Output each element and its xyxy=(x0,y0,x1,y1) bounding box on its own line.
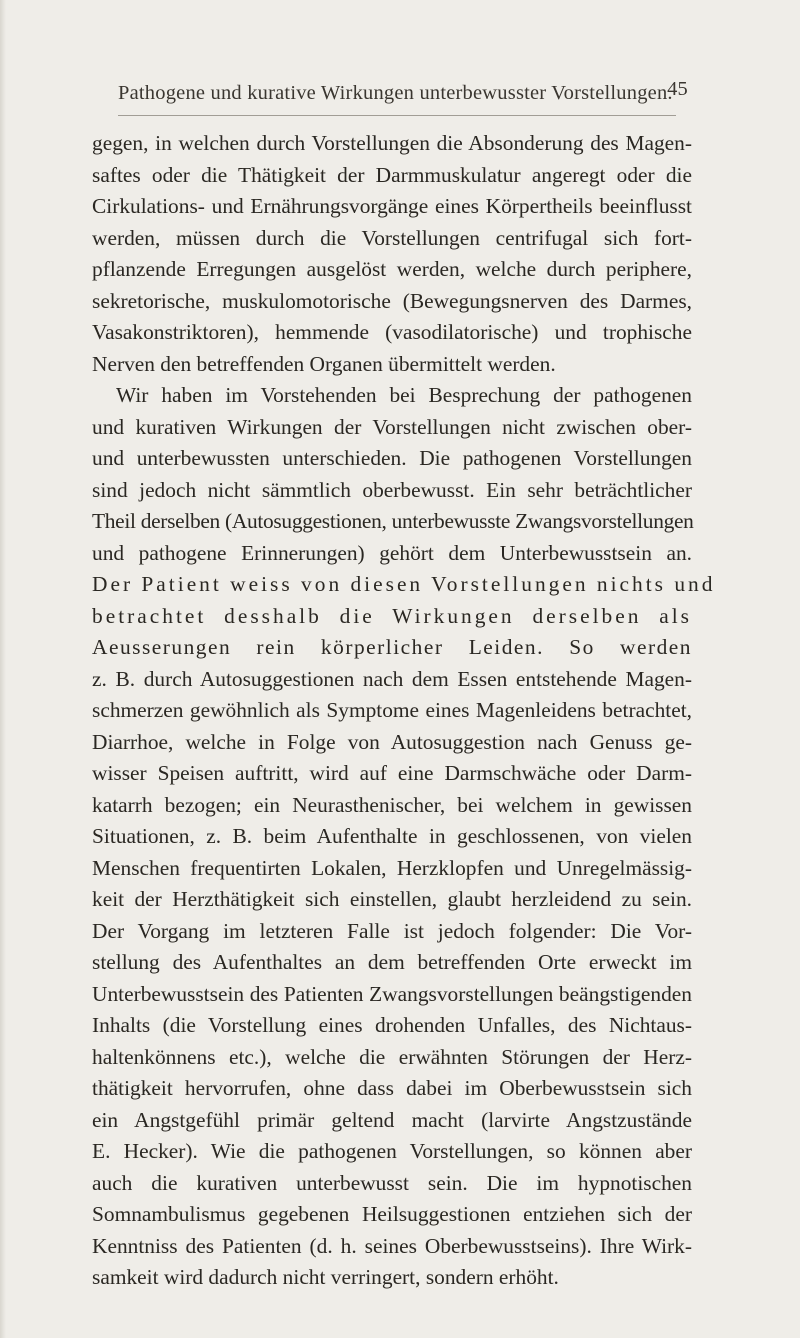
text-line: wisser Speisen auftritt, wird auf eine Darmschwäche oder Darm- xyxy=(92,761,692,785)
page-number: 45 xyxy=(667,78,688,100)
text-line: samkeit wird dadurch nicht verringert, sondern erhöht. xyxy=(92,1265,559,1289)
text-line: sind jedoch nicht sämmtlich oberbewusst. Ein sehr beträchtlicher xyxy=(92,477,692,502)
text-line: Situationen, z. B. beim Aufenthalte in geschlossenen, von vielen xyxy=(92,824,692,848)
text-line: E. Hecker). Wie die pathogenen Vorstellungen, so können aber xyxy=(92,1139,692,1163)
emphasized-text-line: Der Patient weiss von diesen Vorstellungen nichts und xyxy=(92,572,716,596)
running-head xyxy=(118,78,688,114)
text-line: und kurativen Wirkungen der Vorstellungen nicht zwischen ober- xyxy=(92,414,692,439)
text-line: auch die kurativen unterbewusst sein. Die im hypnotischen xyxy=(92,1170,692,1195)
text-line: Diarrhoe, welche in Folge von Autosuggestion nach Genuss ge- xyxy=(92,729,692,754)
text-line: und pathogene Erinnerungen) gehört dem Unterbewusstsein an. xyxy=(92,540,692,565)
text-line: pflanzende Erregungen ausgelöst werden, welche durch periphere, xyxy=(92,257,692,281)
text-line: und unterbewussten unterschieden. Die pathogenen Vorstellungen xyxy=(92,446,692,470)
text-line: saftes oder die Thätigkeit der Darmmuskulatur angeregt oder die xyxy=(92,162,692,187)
text-line: katarrh bezogen; ein Neurasthenischer, bei welchem in gewissen xyxy=(92,792,692,817)
running-head-title: Pathogene und kurative Wirkungen unterbewusster Vorstellungen. xyxy=(118,82,673,104)
page-gutter-shadow xyxy=(0,0,6,1338)
text-line: Wir haben im Vorstehenden bei Besprechung der pathogenen xyxy=(116,383,692,407)
text-line: Theil derselben (Autosuggestionen, unterbewusste Zwangsvorstellungen xyxy=(92,509,694,533)
text-line: Der Vorgang im letzteren Falle ist jedoch folgender: Die Vor- xyxy=(92,918,692,943)
text-line: z. B. durch Autosuggestionen nach dem Essen entstehende Magen- xyxy=(92,666,692,691)
text-line: ein Angstgefühl primär geltend macht (larvirte Angstzustände xyxy=(92,1107,692,1132)
text-line: thätigkeit hervorrufen, ohne dass dabei im Oberbewusstsein sich xyxy=(92,1076,692,1100)
text-line: haltenkönnens etc.), welche die erwähnten Störungen der Herz- xyxy=(92,1044,692,1069)
text-line: Vasakonstriktoren), hemmende (vasodilatorische) und trophische xyxy=(92,320,692,344)
emphasized-text-line: Aeusserungen rein körperlicher Leiden. So werden xyxy=(92,635,692,659)
text-line: Kenntniss des Patienten (d. h. seines Oberbewusstseins). Ihre Wirk- xyxy=(92,1233,692,1258)
body-text xyxy=(92,128,716,1294)
text-line: werden, müssen durch die Vorstellungen centrifugal sich fort- xyxy=(92,225,692,250)
text-line: Cirkulations- und Ernährungsvorgänge eines Körpertheils beeinflusst xyxy=(92,194,692,218)
text-line: Somnambulismus gegebenen Heilsuggestionen entziehen sich der xyxy=(92,1202,692,1226)
text-line: schmerzen gewöhnlich als Symptome eines Magenleidens betrachtet, xyxy=(92,698,692,722)
text-line: sekretorische, muskulomotorische (Bewegungsnerven des Darmes, xyxy=(92,288,692,313)
text-line: Nerven den betreffenden Organen übermittelt werden. xyxy=(92,351,556,376)
header-rule xyxy=(118,115,676,116)
text-line: keit der Herzthätigkeit sich einstellen, glaubt herzleidend zu sein. xyxy=(92,887,692,911)
emphasized-text-line: betrachtet desshalb die Wirkungen derselben als xyxy=(92,603,692,628)
text-line: stellung des Aufenthaltes an dem betreffenden Orte erweckt im xyxy=(92,950,692,974)
text-line: gegen, in welchen durch Vorstellungen die Absonderung des Magen- xyxy=(92,131,692,155)
text-line: Inhalts (die Vorstellung eines drohenden Unfalles, des Nichtaus- xyxy=(92,1013,692,1037)
text-line: Menschen frequentirten Lokalen, Herzklopfen und Unregelmässig- xyxy=(92,855,692,880)
text-line: Unterbewusstsein des Patienten Zwangsvorstellungen beängstigenden xyxy=(92,981,692,1006)
